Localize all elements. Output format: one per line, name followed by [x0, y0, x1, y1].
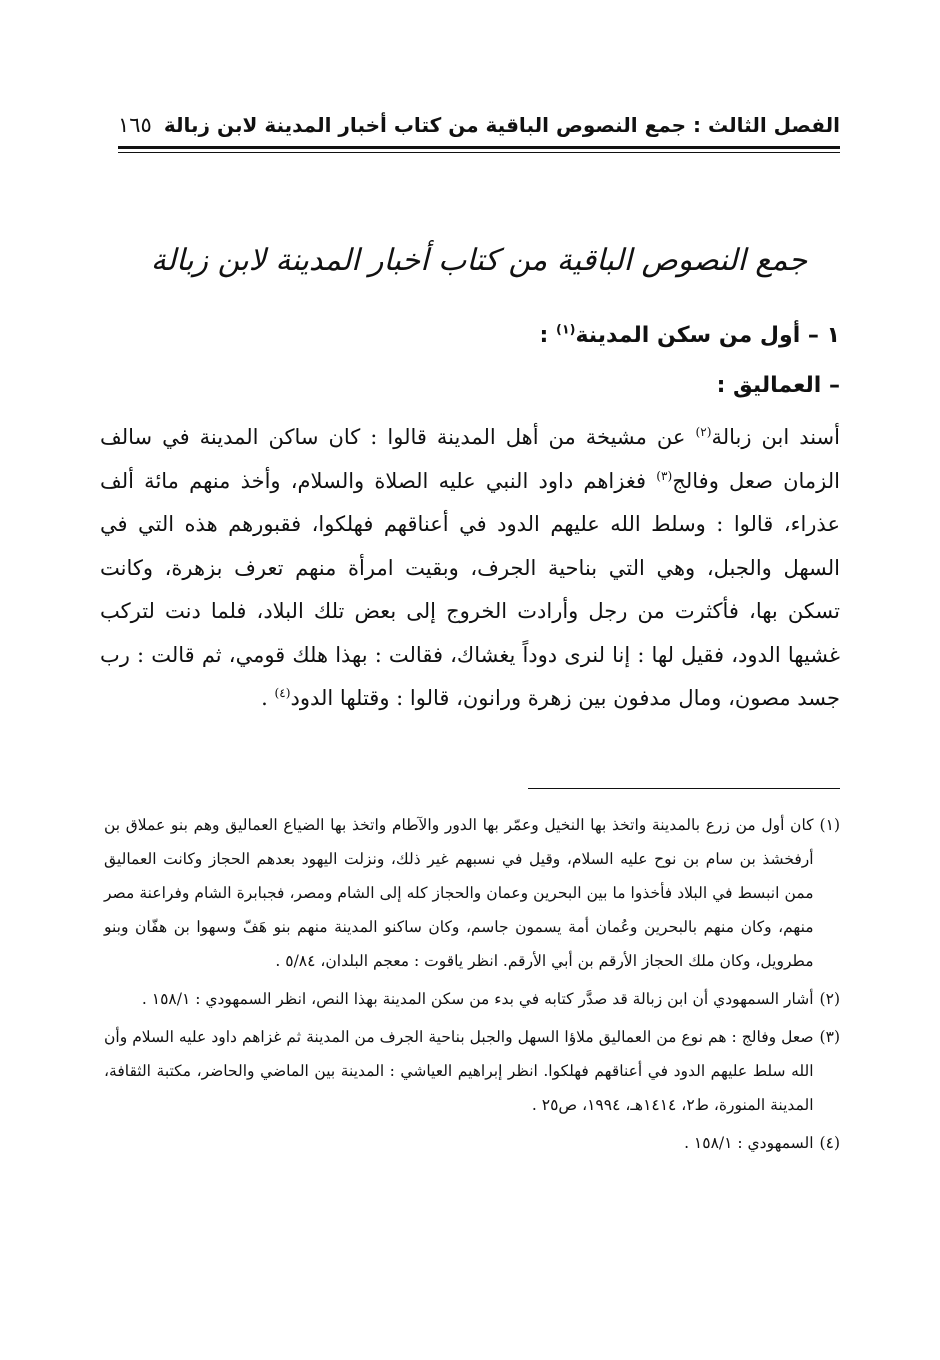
footnote-marker: (٤): [819, 1134, 840, 1152]
page-number: ١٦٥: [118, 113, 152, 137]
header-rule-thin: [118, 152, 840, 153]
body-text-segment: أسند ابن زبالة: [711, 425, 840, 449]
footnote-4: [104, 1126, 840, 1160]
footnotes-list: [104, 808, 840, 1164]
footnote-1: [104, 808, 840, 978]
subsection-heading-amalekites: – العماليق :: [716, 373, 840, 398]
footnote-text: السمهودي : ١٥٨/١ .: [684, 1134, 814, 1152]
running-title: الفصل الثالث : جمع النصوص الباقية من كتاب أخبار المدينة لابن زبالة: [163, 113, 840, 137]
footnote-marker: (١): [819, 816, 840, 834]
body-paragraph: [100, 416, 840, 721]
header-rule: [118, 146, 840, 149]
body-text-segment: فغزاهم داود النبي عليه الصلاة والسلام، وأخذ منهم مائة ألف عذراء، قالوا : وسلط الله عليهم الدود في أعناقهم فهلكوا، فقبورهم هذه التي في السهل والجبل، وهي التي بناحية الجرف، وبقيت امرأة منهم تعرف بزهرة، وكانت تسكن بها، فأكثرت من رجل وأرادت الخروج إلى بعض تلك البلاد، فلما دنت لتركب غشيها الدود، فقيل لها : إنا لنرى دوداً يغشاك، فقالت : بهذا هلك قومي، ثم قالت : رب جسد مصون، ومال مدفون بين زهرة ورانون، قالوا : وقتلها الدود: [100, 468, 840, 710]
footnote-text: كان أول من زرع بالمدينة واتخذ بها النخيل وعمّر بها الدور والآطام واتخذ بها الضياع العماليق وهم بنو عملاق بن أرفخشذ بن سام بن نوح عليه السلام، وقيل في نسبهم غير ذلك، ونزلت اليهود بعدهم الحجاز وكانت العماليق ممن انبسط في البلاد فأخذوا ما بين البحرين وعمان والحجاز كله إلى الشام ومصر، فجبابرة الشام وفراعنة مصر منهم، وكان منهم بالبحرين وعُمان أمة يسمون جاسم، وكان ساكنو المدينة منهم بنو هَفّ وسهوا بن هفّان وبنو مطرويل، وكان ملك الحجاز الأرقم بن أبي الأرقم. انظر ياقوت : معجم البلدان، ٥/٨٤ .: [104, 816, 814, 970]
chapter-title: جمع النصوص الباقية من كتاب أخبار المدينة لابن زبالة: [150, 243, 808, 278]
footnote-ref-2[interactable]: (٢): [695, 425, 712, 439]
footnote-ref-3[interactable]: (٣): [656, 468, 673, 483]
footnote-text: أشار السمهودي أن ابن زبالة قد صدَّر كتابه في بدء من سكن المدينة بهذا النص، انظر السمهودي : ١٥٨/١ .: [141, 990, 814, 1008]
footnote-text: صعل وفالج : هم نوع من العماليق ملاؤا السهل والجبل بناحية الجرف من المدينة ثم غزاهم داود عليه السلام وأن الله سلط عليهم الدود في أعناقهم فهلكوا. انظر إبراهيم العياشي : المدينة بين الماضي والحاضر، مكتبة الثقافة، المدينة المنورة، ط٢، ١٤١٤هـ، ١٩٩٤، ص٢٥ .: [104, 1028, 814, 1114]
section-heading-first-inhabitants: [540, 316, 840, 356]
footnote-ref-1[interactable]: (١): [556, 322, 576, 338]
body-text-segment: .: [261, 686, 275, 710]
footnote-marker: (٣): [819, 1028, 840, 1046]
footnote-marker: (٢): [819, 990, 840, 1008]
body-text-segment: عن مشيخة من أهل المدينة قالوا : كان ساكن المدينة في سالف الزمان صعل وفالج: [100, 425, 841, 493]
running-header: [118, 108, 840, 142]
footnote-separator: [528, 788, 840, 789]
footnote-2: [104, 982, 840, 1016]
footnote-3: [104, 1020, 840, 1122]
section-heading-text: ١ – أول من سكن المدينة: [575, 323, 840, 348]
footnote-ref-4[interactable]: (٤): [274, 686, 291, 700]
section-heading-suffix: :: [539, 323, 557, 348]
